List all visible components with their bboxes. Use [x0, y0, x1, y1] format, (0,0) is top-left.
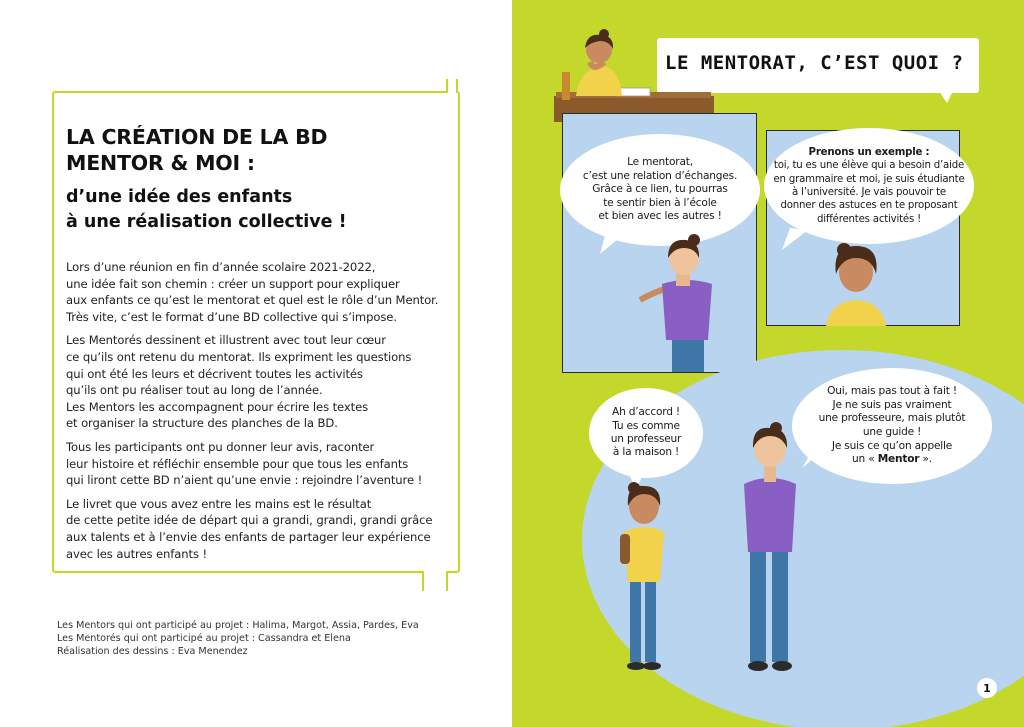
girl-figure-bottom — [612, 482, 676, 672]
speech-bubble-professeur: Ah d’accord ! Tu es comme un professeur à la maison ! — [589, 388, 703, 478]
mentor-shirt — [662, 280, 712, 340]
bubble-2-tail — [782, 228, 812, 252]
paragraph-2: Les Mentorés dessinent et illustrent avec tout leur cœur ce qu’ils ont retenu du mentorat. Ils expriment les questions qui ont été les leurs et décrivent toutes les activités qu’ils ont pu réaliser tout au long de l’année. Les Mentors les accompagnent pour écrire les textes et organiser la structure des planches de la BD. — [66, 333, 412, 431]
speech-box-tail — [422, 571, 448, 591]
bubble-example-heading: Prenons un exemple : — [808, 146, 930, 158]
page-number: 1 — [977, 678, 997, 698]
bubble-4-tail — [802, 444, 826, 468]
mentor-quote-open: un « — [852, 453, 875, 466]
paragraph-4: Le livret que vous avez entre les mains est le résultat de cette petite idée de départ qui a grandi, grandi, grandi grâce aux talents et à l’envie des enfants de partager leur expérience avec les autres enfants ! — [66, 496, 433, 561]
bubble-1-tail — [600, 232, 630, 256]
girl-shirt — [576, 66, 622, 96]
mentor-word: Mentor — [877, 453, 920, 466]
intro-speech-box — [52, 91, 460, 573]
bubble-example-body: toi, tu es une élève qui a besoin d’aide en grammaire et moi, je suis étudiante à l’université. Je vais pouvoir te donner des astuces en te proposant différentes activités ! — [773, 160, 965, 225]
mentor-quote-close: ». — [922, 453, 932, 466]
mentor-figure-bottom — [736, 424, 804, 676]
bubble-mentor-last-line — [852, 453, 932, 467]
girl-figure-panel-2 — [822, 242, 892, 326]
credits: Les Mentors qui ont participé au projet : Halima, Margot, Assia, Pardes, Eva Les Mentorés qui ont participé au projet : Cassandra et Elena Réalisation des dessins : Eva Menendez — [57, 620, 419, 657]
intro-content — [66, 124, 456, 562]
banner-title: LE MENTORAT, C’EST QUOI ? — [665, 52, 964, 74]
girl-at-desk-illustration — [554, 32, 724, 124]
paragraph-1: Lors d’une réunion en fin d’année scolaire 2021-2022, une idée fait son chemin : créer un support pour expliquer aux enfants ce qu’est le mentorat et quel est le rôle d’un Mentor. Très vite, c’est le format d’une BD collective qui s’impose. — [66, 260, 439, 324]
page-subtitle: d’une idée des enfants à une réalisation collective ! — [66, 187, 347, 232]
speech-box-notch — [446, 79, 458, 93]
mentor-shirt-bottom — [744, 478, 796, 552]
bubble-mentor-body: Oui, mais pas tout à fait ! Je ne suis pas vraiment une professeure, mais plutôt une guide ! Je suis ce qu’on appelle — [818, 385, 966, 452]
right-page — [512, 0, 1024, 727]
banner-tail — [939, 91, 953, 103]
speech-bubble-example — [764, 128, 974, 244]
speech-bubble-mentorat: Le mentorat, c’est une relation d’échanges. Grâce à ce lien, tu pourras te sentir bien à l’école et bien avec les autres ! — [560, 134, 760, 246]
mentor-figure-1 — [632, 236, 742, 372]
paragraph-3: Tous les participants ont pu donner leur avis, raconter leur histoire et réfléchir ensemble pour que tous les enfants qui liront cette BD n’aient qu’une envie : rejoindre l’aventure ! — [66, 439, 423, 488]
page-title: LA CRÉATION DE LA BD MENTOR & MOI : — [66, 125, 328, 175]
